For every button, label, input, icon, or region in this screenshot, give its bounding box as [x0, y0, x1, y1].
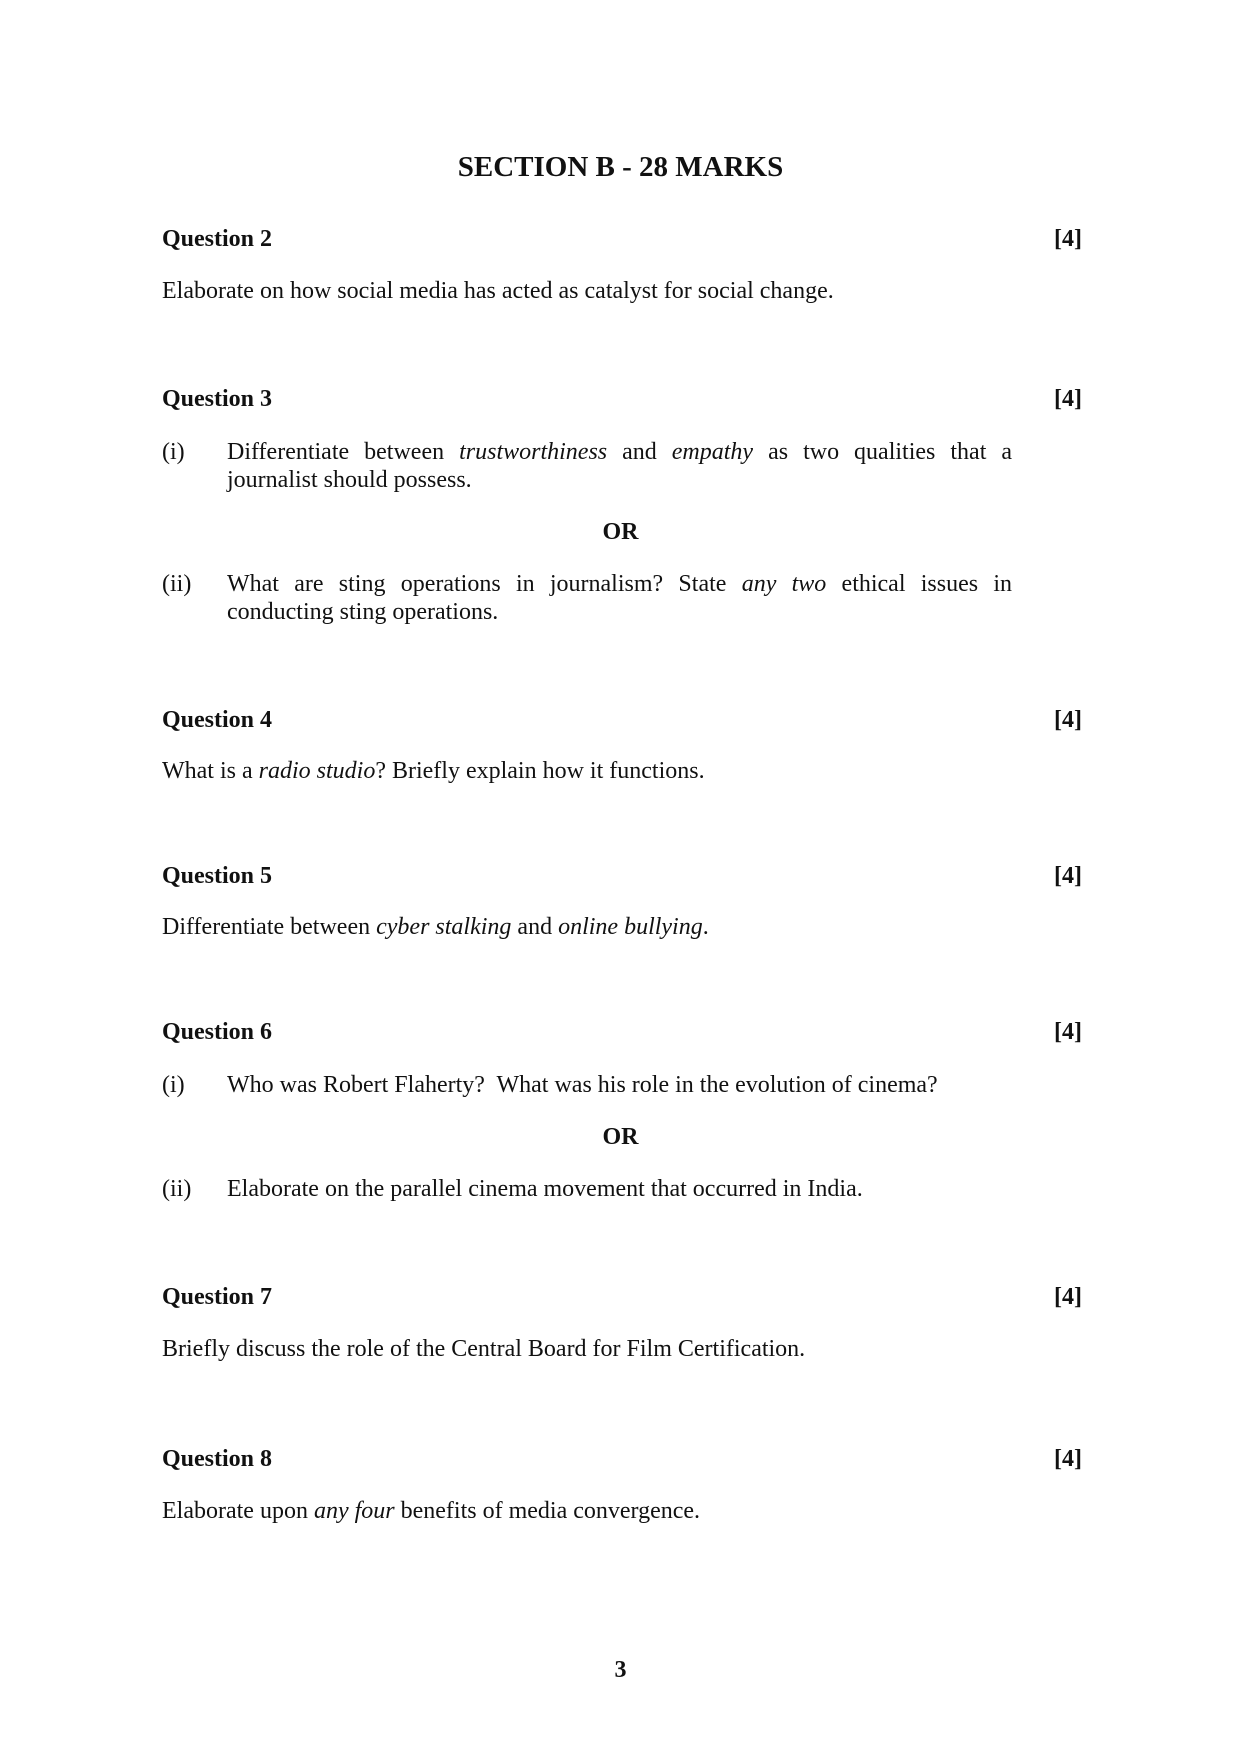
option-text: Elaborate on the parallel cinema movement that occurred in India. [227, 1176, 863, 1202]
option-number: (i) [162, 439, 185, 465]
section-title: SECTION B - 28 MARKS [457, 151, 784, 183]
question-4-header [162, 705, 1082, 735]
question-2-label: Question 2 [162, 226, 273, 252]
question-8-text: Elaborate upon any four benefits of media convergence. [162, 1498, 701, 1524]
question-4-text: What is a radio studio? Briefly explain how it functions. [162, 758, 705, 784]
question-4-marks: [4] [1054, 707, 1082, 733]
question-8-marks: [4] [1054, 1446, 1082, 1472]
question-7-marks: [4] [1054, 1284, 1082, 1310]
option-text [227, 438, 1012, 494]
question-8-label: Question 8 [162, 1446, 273, 1472]
question-7-header [162, 1282, 1082, 1312]
question-3-header [162, 384, 1082, 414]
question-5-marks: [4] [1054, 863, 1082, 889]
option-line-2: conducting sting operations. [227, 599, 499, 625]
question-6-header [162, 1017, 1082, 1047]
question-5-text: Differentiate between cyber stalking and online bullying. [162, 914, 709, 940]
question-5-header [162, 861, 1082, 891]
question-2-header [162, 224, 1082, 254]
option-number: (ii) [162, 571, 192, 597]
option-line-2: journalist should possess. [227, 467, 472, 493]
option-line-1: What are sting operations in journalism? State any two ethical issues in [227, 571, 1013, 597]
question-2-text: Elaborate on how social media has acted as catalyst for social change. [162, 278, 834, 304]
option-number: (i) [162, 1072, 185, 1098]
option-line-1: Differentiate between trustworthiness and empathy as two qualities that a [227, 439, 1012, 465]
question-2-marks: [4] [1054, 226, 1082, 252]
question-3-label: Question 3 [162, 386, 273, 412]
question-4-label: Question 4 [162, 707, 273, 733]
question-6-marks: [4] [1054, 1019, 1082, 1045]
option-number: (ii) [162, 1176, 192, 1202]
page-number: 3 [614, 1657, 627, 1683]
option-text [227, 570, 1012, 626]
question-3-or: OR [602, 519, 639, 545]
question-7-text: Briefly discuss the role of the Central Board for Film Certification. [162, 1336, 806, 1362]
question-6-label: Question 6 [162, 1019, 273, 1045]
option-text: Who was Robert Flaherty? What was his role in the evolution of cinema? [227, 1072, 938, 1098]
question-6-or: OR [602, 1124, 639, 1150]
question-7-label: Question 7 [162, 1284, 273, 1310]
question-5-label: Question 5 [162, 863, 273, 889]
question-3-marks: [4] [1054, 386, 1082, 412]
question-8-header [162, 1444, 1082, 1474]
